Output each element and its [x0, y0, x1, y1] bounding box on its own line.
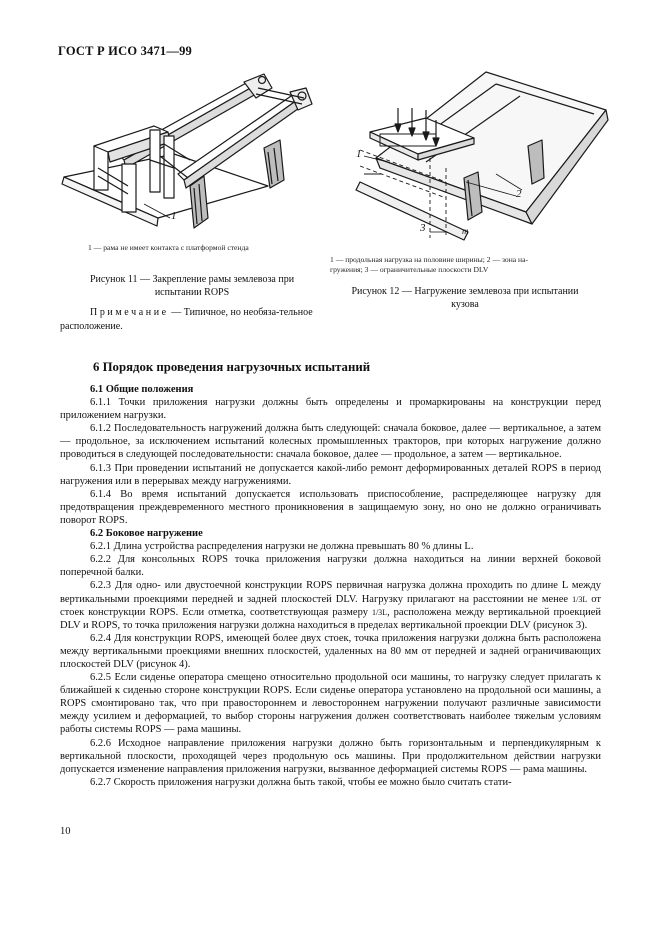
paragraph-6-1-2: 6.1.2 Последовательность нагружений должна быть следующей: сначала боковое, далее — вертикальное, а затем — продольное, за исключением испытаний колесных промышленных тракторов, при которых нагружение должно проводиться в следующей последовательности: сначала боковое, далее — продольное, а затем — вертикальное.: [60, 423, 601, 461]
section-body: [60, 383, 601, 789]
figure-12-caption-line1: Рисунок 12 — Нагружение землевоза при испытании: [351, 286, 579, 297]
figure-12-caption-line2: кузова: [451, 299, 479, 310]
figure-12-dim-label: m: [462, 226, 469, 236]
paragraph-6-1-4: 6.1.4 Во время испытаний допускается использовать приспособление, распределяющее нагрузку для предотвращения преждевременного местного проникновения в защищаемую зону, но оно не должно ограничивать поворот ROPS.: [60, 488, 601, 526]
paragraph-6-2-2: 6.2.2 Для консольных ROPS точка приложения нагрузки должна находиться на линии верхней боковой поперечной балки.: [60, 554, 601, 579]
paragraph-6-2-5: 6.2.5 Если сиденье оператора смещено относительно продольной оси машины, то нагрузку следует прилагать к ближайшей к сиденью стороне конструкции ROPS. Если сиденье оператора установлено на продольной оси машины, а ROPS смонтировано так, что при правостороннем и левостороннем нагружении получают различные зависимости между усилием и деформацией, то выбор стороны нагружения должен соответствовать наиболее тяжелым условиям работы системы ROPS — рама машины.: [60, 672, 601, 736]
figure-12-legend: [330, 255, 602, 275]
figure-12-legend-line1: 1 — продольная нагрузка на половине ширины; 2 — зона на-: [330, 255, 528, 264]
paragraph-6-2-1: 6.2.1 Длина устройства распределения нагрузки не должна превышать 80 % длины L.: [90, 541, 474, 553]
figure-11-caption-line2: испытании ROPS: [154, 287, 230, 298]
fraction-one-third-l: 1/3L: [572, 594, 588, 604]
paragraph-6-2-3-part1: 6.2.3 Для одно- или двустоечной конструкции ROPS первичная нагрузка должна проходить по длине L между вертикальными проекциями передней и задней плоскостей DLV. Нагрузку прилагают на расстоянии не менее: [60, 580, 601, 605]
figure-11-caption-line1: Рисунок 11 — Закрепление рамы землевоза при: [89, 274, 295, 285]
figure-11-caption: [64, 273, 320, 299]
figure-11-drawing: [58, 68, 328, 248]
figure-11-legend: [88, 243, 328, 253]
figure-12-callout-3: 3: [420, 222, 426, 234]
paragraph-6-1-1: 6.1.1 Точки приложения нагрузки должны быть определены и промаркированы на конструкции перед приложением нагрузки.: [60, 397, 601, 422]
paragraph-6-2-3-part3: , расположена между вертикальной проекцией DLV и ROPS, то точка приложения нагрузки должна находиться в пределах вертикальной проекции DLV (рисунок 3).: [60, 606, 602, 631]
note-label: Примечание: [90, 307, 169, 318]
section-title: 6 Порядок проведения нагрузочных испытаний: [93, 360, 371, 374]
figure-11-callout: 1: [171, 210, 177, 222]
figure-12-callout-2: 2: [516, 188, 522, 200]
subsection-6-1-title: 6.1 Общие положения: [90, 384, 194, 395]
paragraph-6-1-3: 6.1.3 При проведении испытаний не допускается какой-либо ремонт деформированных деталей ROPS в период нагружения или в перерывах между нагружениями.: [60, 462, 601, 487]
paragraph-6-2-6: 6.2.6 Исходное направление приложения нагрузки должно быть горизонтальным и перпендикулярным к вертикальной плоскости, проходящей через продольную ось машины. При продолжительном действии нагрузки допускается изменение направления приложения нагрузки, вызванное деформацией системы ROPS — рама машины.: [60, 737, 601, 775]
figure-12-legend-line2: гружения; 3 — ограничительные плоскости DLV: [330, 265, 489, 274]
figure-note: [60, 306, 322, 334]
document-header: ГОСТ Р ИСО 3471—99: [58, 44, 192, 58]
note-text: — Типичное, но необяза-тельное расположение.: [60, 307, 313, 332]
paragraph-6-2-7: 6.2.7 Скорость приложения нагрузки должна быть такой, чтобы ее можно было считать стати-: [90, 776, 512, 788]
subsection-6-2-title: 6.2 Боковое нагружение: [90, 528, 203, 540]
figure-12-caption: [332, 285, 598, 311]
figure-11-legend-text: 1 — рама не имеет контакта с платформой стенда: [88, 243, 249, 252]
fraction-one-third-l-2: 1/3L: [371, 607, 388, 617]
page-number: 10: [60, 826, 71, 837]
figure-12-callout-1: 1: [356, 148, 362, 160]
paragraph-6-2-3: [60, 579, 601, 631]
paragraph-6-2-3-part2: от стоек конструкции ROPS. Если отметка, соответствующая размеру: [60, 593, 601, 618]
paragraph-6-2-4: 6.2.4 Для конструкции ROPS, имеющей более двух стоек, точка приложения нагрузки должна быть расположена между вертикальными проекциями внешних плоскостей, удаленных на 80 мм от передней и задней ограничивающих плоскостей DLV (рисунок 4).: [60, 632, 601, 670]
figure-12-drawing: [346, 62, 616, 252]
